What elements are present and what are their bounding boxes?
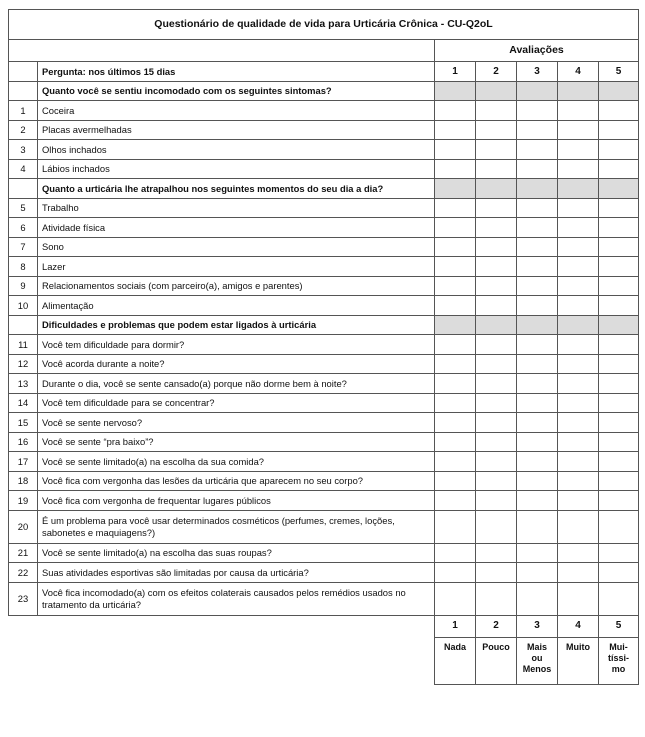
- rating-cell-2[interactable]: [476, 159, 517, 179]
- rating-cell-1[interactable]: [435, 198, 476, 218]
- rating-cell-3[interactable]: [517, 276, 558, 296]
- question-text: Você fica com vergonha de frequentar lugares públicos: [38, 491, 435, 511]
- rating-cell-5[interactable]: [599, 491, 639, 511]
- section-shade-cell: [476, 179, 517, 199]
- rating-cell-5[interactable]: [599, 432, 639, 452]
- rating-cell-2[interactable]: [476, 393, 517, 413]
- rating-cell-2[interactable]: [476, 257, 517, 277]
- number-header-cell: [9, 62, 38, 82]
- question-number: 19: [9, 491, 38, 511]
- section-heading: Dificuldades e problemas que podem estar ligados à urticária: [38, 315, 435, 335]
- question-number: 21: [9, 543, 38, 563]
- rating-cell-5[interactable]: [599, 543, 639, 563]
- question-text: Suas atividades esportivas são limitadas por causa da urticária?: [38, 563, 435, 583]
- questionnaire-table: [8, 9, 639, 685]
- question-number: 11: [9, 335, 38, 355]
- rating-cell-5[interactable]: [599, 140, 639, 160]
- question-number: 14: [9, 393, 38, 413]
- section-heading: Quanto a urticária lhe atrapalhou nos seguintes momentos do seu dia a dia?: [38, 179, 435, 199]
- section-shade-cell: [558, 315, 599, 335]
- rating-cell-3[interactable]: [517, 452, 558, 472]
- question-number: 2: [9, 120, 38, 140]
- rating-cell-2[interactable]: [476, 120, 517, 140]
- rating-cell-1[interactable]: [435, 393, 476, 413]
- rating-cell-4[interactable]: [558, 563, 599, 583]
- rating-cell-5[interactable]: [599, 354, 639, 374]
- question-row: [9, 491, 639, 511]
- question-row: [9, 582, 639, 615]
- rating-cell-1[interactable]: [435, 452, 476, 472]
- question-text: Atividade física: [38, 218, 435, 238]
- section-shade-cell: [599, 179, 639, 199]
- question-row: [9, 510, 639, 543]
- scale-label-line: Pouco: [482, 641, 510, 652]
- questionnaire-title: Questionário de qualidade de vida para Urticária Crônica - CU-Q2oL: [9, 10, 639, 40]
- scale-label-3: [517, 637, 558, 684]
- scale-label-line: mo: [611, 663, 626, 674]
- rating-cell-1[interactable]: [435, 510, 476, 543]
- question-text: Alimentação: [38, 296, 435, 316]
- question-text: Você tem dificuldade para dormir?: [38, 335, 435, 355]
- section-shade-cell: [435, 179, 476, 199]
- question-row: [9, 432, 639, 452]
- rating-cell-1[interactable]: [435, 582, 476, 615]
- rating-cell-3[interactable]: [517, 198, 558, 218]
- question-number: 3: [9, 140, 38, 160]
- rating-cell-3[interactable]: [517, 374, 558, 394]
- rating-cell-3[interactable]: [517, 296, 558, 316]
- question-row: [9, 543, 639, 563]
- rating-cell-2[interactable]: [476, 413, 517, 433]
- section-shade-cell: [558, 81, 599, 101]
- rating-cell-2[interactable]: [476, 335, 517, 355]
- question-text: Lazer: [38, 257, 435, 277]
- scale-header-1: 1: [435, 62, 476, 82]
- rating-cell-3[interactable]: [517, 335, 558, 355]
- question-number: 8: [9, 257, 38, 277]
- question-row: [9, 374, 639, 394]
- question-row: [9, 452, 639, 472]
- question-text: É um problema para você usar determinados cosméticos (perfumes, cremes, loções, sabonetes e maquiagens?): [38, 510, 435, 543]
- question-text: Você fica com vergonha das lesões da urticária que aparecem no seu corpo?: [38, 471, 435, 491]
- question-number: 13: [9, 374, 38, 394]
- scale-label-line: Nada: [443, 641, 466, 652]
- question-row: [9, 120, 639, 140]
- rating-cell-4[interactable]: [558, 159, 599, 179]
- rating-cell-4[interactable]: [558, 101, 599, 121]
- question-number: 9: [9, 276, 38, 296]
- question-number: 7: [9, 237, 38, 257]
- rating-cell-1[interactable]: [435, 237, 476, 257]
- rating-cell-4[interactable]: [558, 510, 599, 543]
- section-row: [9, 81, 639, 101]
- question-text: Você acorda durante a noite?: [38, 354, 435, 374]
- question-header-row: [9, 62, 639, 82]
- rating-cell-5[interactable]: [599, 296, 639, 316]
- rating-cell-3[interactable]: [517, 582, 558, 615]
- section-shade-cell: [599, 81, 639, 101]
- rating-cell-1[interactable]: [435, 257, 476, 277]
- rating-cell-5[interactable]: [599, 582, 639, 615]
- question-number: 6: [9, 218, 38, 238]
- rating-cell-1[interactable]: [435, 491, 476, 511]
- rating-cell-2[interactable]: [476, 582, 517, 615]
- rating-cell-4[interactable]: [558, 354, 599, 374]
- rating-cell-5[interactable]: [599, 563, 639, 583]
- rating-cell-1[interactable]: [435, 354, 476, 374]
- scale-footer-2: 2: [476, 615, 517, 637]
- question-number: 22: [9, 563, 38, 583]
- section-shade-cell: [435, 315, 476, 335]
- rating-cell-5[interactable]: [599, 471, 639, 491]
- rating-cell-2[interactable]: [476, 374, 517, 394]
- rating-cell-1[interactable]: [435, 218, 476, 238]
- rating-cell-1[interactable]: [435, 140, 476, 160]
- question-number: 16: [9, 432, 38, 452]
- question-number: [9, 81, 38, 101]
- question-row: [9, 413, 639, 433]
- scale-label-line: Muito: [566, 641, 590, 652]
- rating-cell-2[interactable]: [476, 354, 517, 374]
- rating-cell-3[interactable]: [517, 237, 558, 257]
- question-row: [9, 563, 639, 583]
- question-text: Coceira: [38, 101, 435, 121]
- rating-cell-4[interactable]: [558, 218, 599, 238]
- rating-cell-2[interactable]: [476, 563, 517, 583]
- rating-cell-4[interactable]: [558, 582, 599, 615]
- rating-cell-1[interactable]: [435, 432, 476, 452]
- rating-cell-3[interactable]: [517, 140, 558, 160]
- rating-cell-3[interactable]: [517, 120, 558, 140]
- question-text: Você fica incomodado(a) com os efeitos colaterais causados pelos remédios usados no tratamento da urticária?: [38, 582, 435, 615]
- scale-header-2: 2: [476, 62, 517, 82]
- rating-cell-1[interactable]: [435, 543, 476, 563]
- question-text: Sono: [38, 237, 435, 257]
- rating-cell-2[interactable]: [476, 276, 517, 296]
- question-row: [9, 237, 639, 257]
- question-row: [9, 296, 639, 316]
- section-shade-cell: [517, 81, 558, 101]
- question-text: Lábios inchados: [38, 159, 435, 179]
- scale-header-3: 3: [517, 62, 558, 82]
- rating-cell-1[interactable]: [435, 101, 476, 121]
- rating-cell-5[interactable]: [599, 237, 639, 257]
- rating-cell-1[interactable]: [435, 159, 476, 179]
- question-text: Você tem dificuldade para se concentrar?: [38, 393, 435, 413]
- rating-cell-1[interactable]: [435, 413, 476, 433]
- question-number: 15: [9, 413, 38, 433]
- question-row: [9, 257, 639, 277]
- rating-cell-2[interactable]: [476, 471, 517, 491]
- rating-cell-4[interactable]: [558, 432, 599, 452]
- rating-cell-5[interactable]: [599, 510, 639, 543]
- scale-label-2: [476, 637, 517, 684]
- rating-cell-5[interactable]: [599, 413, 639, 433]
- rating-cell-5[interactable]: [599, 335, 639, 355]
- rating-cell-1[interactable]: [435, 335, 476, 355]
- question-number: 4: [9, 159, 38, 179]
- question-text: Durante o dia, você se sente cansado(a) porque não dorme bem à noite?: [38, 374, 435, 394]
- rating-cell-2[interactable]: [476, 543, 517, 563]
- scale-label-line: ou: [531, 652, 543, 663]
- question-row: [9, 354, 639, 374]
- scale-label-line: Mui-: [609, 641, 628, 652]
- question-text: Relacionamentos sociais (com parceiro(a), amigos e parentes): [38, 276, 435, 296]
- section-shade-cell: [517, 179, 558, 199]
- question-number: [9, 315, 38, 335]
- rating-cell-1[interactable]: [435, 276, 476, 296]
- rating-cell-5[interactable]: [599, 101, 639, 121]
- ratings-header-spacer: [9, 40, 435, 62]
- rating-cell-3[interactable]: [517, 543, 558, 563]
- rating-cell-2[interactable]: [476, 491, 517, 511]
- section-shade-cell: [599, 315, 639, 335]
- section-row: [9, 315, 639, 335]
- scale-footer-4: 4: [558, 615, 599, 637]
- question-row: [9, 140, 639, 160]
- question-number: 20: [9, 510, 38, 543]
- question-number: 5: [9, 198, 38, 218]
- question-header: Pergunta: nos últimos 15 dias: [38, 62, 435, 82]
- scale-footer-1: 1: [435, 615, 476, 637]
- rating-cell-2[interactable]: [476, 101, 517, 121]
- section-shade-cell: [517, 315, 558, 335]
- question-row: [9, 198, 639, 218]
- rating-cell-5[interactable]: [599, 257, 639, 277]
- rating-cell-3[interactable]: [517, 432, 558, 452]
- question-row: [9, 276, 639, 296]
- question-text: Trabalho: [38, 198, 435, 218]
- question-number: 10: [9, 296, 38, 316]
- question-row: [9, 101, 639, 121]
- rating-cell-2[interactable]: [476, 432, 517, 452]
- question-row: [9, 335, 639, 355]
- question-row: [9, 159, 639, 179]
- scale-footer-5: 5: [599, 615, 639, 637]
- question-text: Você se sente nervoso?: [38, 413, 435, 433]
- rating-cell-1[interactable]: [435, 374, 476, 394]
- rating-cell-4[interactable]: [558, 257, 599, 277]
- rating-cell-4[interactable]: [558, 374, 599, 394]
- rating-cell-4[interactable]: [558, 543, 599, 563]
- question-text: Placas avermelhadas: [38, 120, 435, 140]
- section-shade-cell: [558, 179, 599, 199]
- scale-header-4: 4: [558, 62, 599, 82]
- rating-cell-4[interactable]: [558, 296, 599, 316]
- question-text: Você se sente limitado(a) na escolha da sua comida?: [38, 452, 435, 472]
- rating-cell-4[interactable]: [558, 393, 599, 413]
- rating-cell-3[interactable]: [517, 257, 558, 277]
- rating-cell-5[interactable]: [599, 276, 639, 296]
- question-text: Você se sente limitado(a) na escolha das suas roupas?: [38, 543, 435, 563]
- rating-cell-3[interactable]: [517, 471, 558, 491]
- rating-cell-4[interactable]: [558, 413, 599, 433]
- rating-cell-4[interactable]: [558, 237, 599, 257]
- question-text: Você se sente “pra baixo”?: [38, 432, 435, 452]
- ratings-header: Avaliações: [435, 40, 639, 62]
- rating-cell-4[interactable]: [558, 452, 599, 472]
- question-number: 1: [9, 101, 38, 121]
- section-shade-cell: [476, 315, 517, 335]
- section-shade-cell: [435, 81, 476, 101]
- rating-cell-3[interactable]: [517, 354, 558, 374]
- rating-cell-3[interactable]: [517, 218, 558, 238]
- rating-cell-2[interactable]: [476, 198, 517, 218]
- scale-label-5: [599, 637, 639, 684]
- rating-cell-3[interactable]: [517, 413, 558, 433]
- rating-cell-3[interactable]: [517, 101, 558, 121]
- question-number: 18: [9, 471, 38, 491]
- scale-footer-numbers: [9, 615, 639, 637]
- rating-cell-4[interactable]: [558, 120, 599, 140]
- rating-cell-5[interactable]: [599, 393, 639, 413]
- rating-cell-1[interactable]: [435, 563, 476, 583]
- scale-label-line: tíssi-: [608, 652, 630, 663]
- question-row: [9, 218, 639, 238]
- scale-header-5: 5: [599, 62, 639, 82]
- question-text: Olhos inchados: [38, 140, 435, 160]
- rating-cell-5[interactable]: [599, 452, 639, 472]
- scale-footer-labels: [9, 637, 639, 684]
- rating-cell-5[interactable]: [599, 374, 639, 394]
- rating-cell-4[interactable]: [558, 198, 599, 218]
- rating-cell-2[interactable]: [476, 218, 517, 238]
- scale-label-1: [435, 637, 476, 684]
- section-row: [9, 179, 639, 199]
- rating-cell-1[interactable]: [435, 471, 476, 491]
- question-number: 12: [9, 354, 38, 374]
- question-number: 17: [9, 452, 38, 472]
- rating-cell-4[interactable]: [558, 491, 599, 511]
- rating-cell-2[interactable]: [476, 452, 517, 472]
- rating-cell-2[interactable]: [476, 510, 517, 543]
- rating-cell-3[interactable]: [517, 159, 558, 179]
- rating-cell-1[interactable]: [435, 296, 476, 316]
- rating-cell-2[interactable]: [476, 140, 517, 160]
- question-number: 23: [9, 582, 38, 615]
- section-shade-cell: [476, 81, 517, 101]
- rating-cell-3[interactable]: [517, 563, 558, 583]
- rating-cell-4[interactable]: [558, 335, 599, 355]
- rating-cell-3[interactable]: [517, 393, 558, 413]
- rating-cell-2[interactable]: [476, 296, 517, 316]
- section-heading: Quanto você se sentiu incomodado com os seguintes sintomas?: [38, 81, 435, 101]
- question-row: [9, 393, 639, 413]
- rating-cell-4[interactable]: [558, 276, 599, 296]
- rating-cell-5[interactable]: [599, 218, 639, 238]
- question-row: [9, 471, 639, 491]
- rating-cell-3[interactable]: [517, 491, 558, 511]
- rating-cell-5[interactable]: [599, 198, 639, 218]
- rating-cell-1[interactable]: [435, 120, 476, 140]
- scale-label-line: Mais: [526, 641, 547, 652]
- rating-cell-2[interactable]: [476, 237, 517, 257]
- rating-cell-5[interactable]: [599, 159, 639, 179]
- rating-cell-4[interactable]: [558, 140, 599, 160]
- scale-label-line: Menos: [522, 663, 552, 674]
- rating-cell-4[interactable]: [558, 471, 599, 491]
- rating-cell-5[interactable]: [599, 120, 639, 140]
- scale-footer-3: 3: [517, 615, 558, 637]
- rating-cell-3[interactable]: [517, 510, 558, 543]
- question-number: [9, 179, 38, 199]
- scale-label-4: [558, 637, 599, 684]
